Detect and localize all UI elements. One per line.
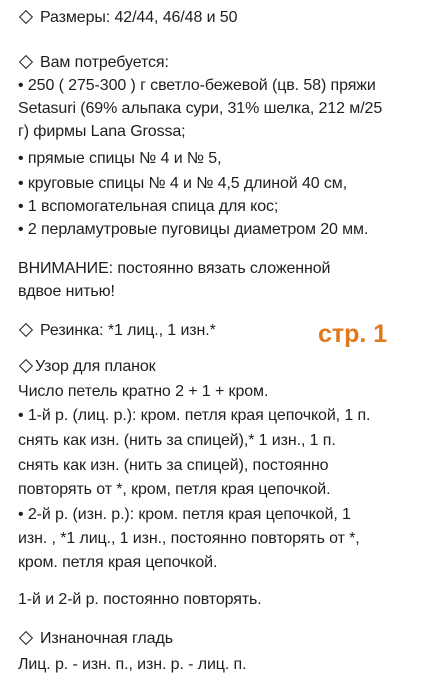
reverse-stockinette-text: Лиц. р. - изн. п., изн. р. - лиц. п. — [18, 656, 247, 673]
placket-heading-text: Узор для планок — [35, 358, 156, 375]
materials-line: • 1 вспомогательная спица для кос; — [18, 198, 279, 215]
placket-line: снять как изн. (нить за спицей),* 1 изн., 1 п. — [18, 432, 336, 449]
placket-heading — [18, 356, 156, 378]
placket-line: • 2-й р. (изн. р.): кром. петля края цепочкой, 1 — [18, 506, 351, 523]
diamond-bullet-icon — [19, 55, 33, 69]
reverse-stockinette-heading — [18, 628, 173, 650]
note-line: ВНИМАНИЕ: постоянно вязать сложенной — [18, 260, 331, 277]
materials-line: • круговые спицы № 4 и № 4,5 длиной 40 см, — [18, 175, 348, 192]
sizes-line — [18, 7, 237, 29]
materials-line: • 2 перламутровые пуговицы диаметром 20 мм. — [18, 221, 369, 238]
ribbing-line — [18, 320, 216, 342]
reverse-stockinette-heading-text: Изнаночная гладь — [40, 630, 173, 647]
repeat-note: 1-й и 2-й р. постоянно повторять. — [18, 591, 262, 608]
materials-line: • прямые спицы № 4 и № 5, — [18, 150, 222, 167]
note-line: вдвое нитью! — [18, 283, 115, 300]
placket-line: изн. , *1 лиц., 1 изн., постоянно повторять от *, — [18, 530, 360, 547]
materials-heading-text: Вам потребуется: — [40, 54, 169, 71]
diamond-bullet-icon — [19, 323, 33, 337]
ribbing-text: Резинка: *1 лиц., 1 изн.* — [40, 322, 216, 339]
page-number-mark: стр. 1 — [318, 320, 388, 348]
sizes-text: Размеры: 42/44, 46/48 и 50 — [40, 9, 238, 26]
materials-heading — [18, 52, 169, 74]
materials-line: г) фирмы Lana Grossa; — [18, 123, 186, 140]
diamond-bullet-icon — [19, 359, 33, 373]
diamond-bullet-icon — [19, 10, 33, 24]
placket-line: Число петель кратно 2 + 1 + кром. — [18, 383, 269, 400]
placket-line: • 1-й р. (лиц. р.): кром. петля края цепочкой, 1 п. — [18, 407, 371, 424]
placket-line: кром. петля края цепочкой. — [18, 554, 218, 571]
materials-line: • 250 ( 275-300 ) г светло-бежевой (цв. 58) пряжи — [18, 77, 376, 94]
materials-line: Setasuri (69% альпака сури, 31% шелка, 212 м/25 — [18, 100, 383, 117]
placket-line: снять как изн. (нить за спицей), постоянно — [18, 457, 329, 474]
placket-line: повторять от *, кром, петля края цепочкой. — [18, 481, 331, 498]
diamond-bullet-icon — [19, 631, 33, 645]
